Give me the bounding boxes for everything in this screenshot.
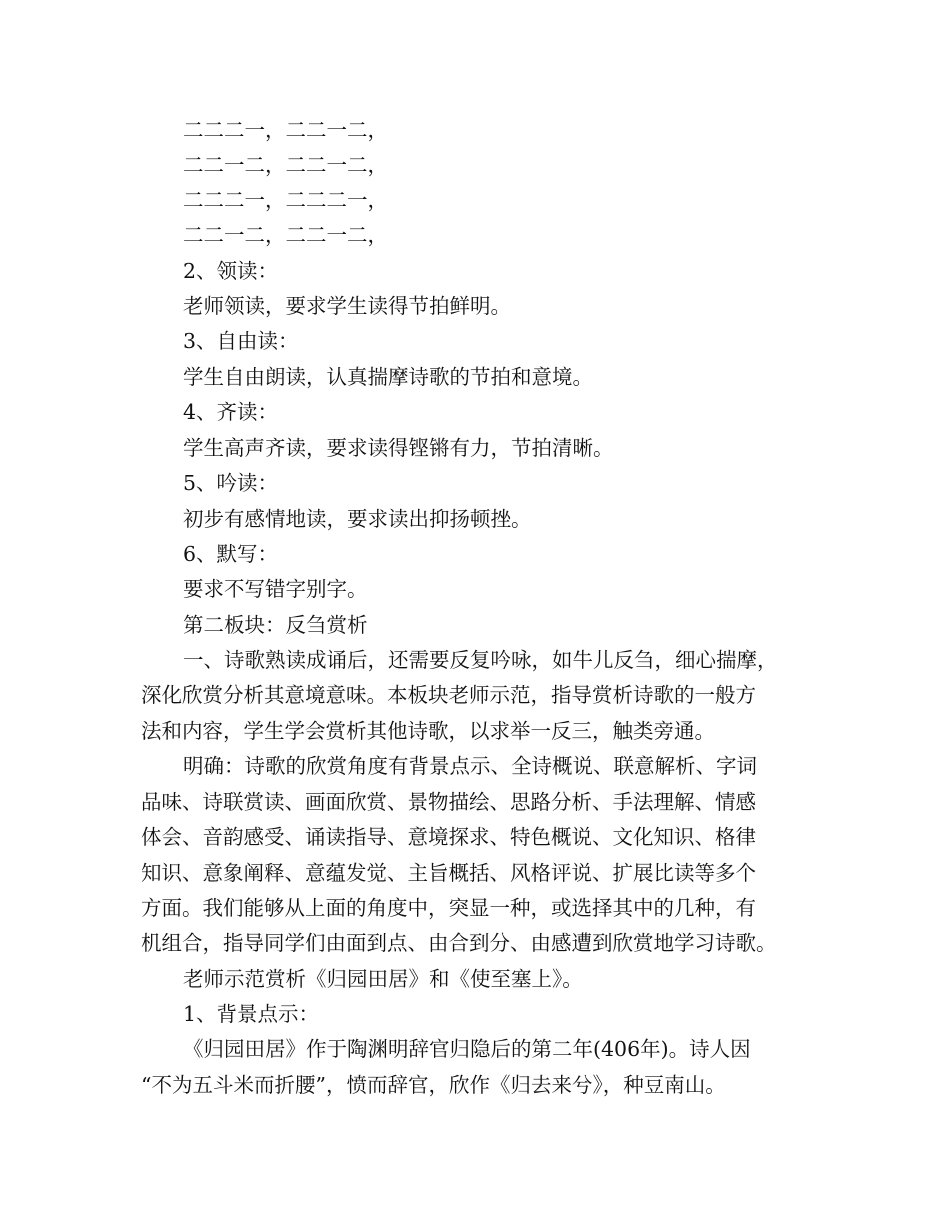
paragraph-line: 体会、音韵感受、诵读指导、意境探求、特色概说、文化知识、格律 xyxy=(141,825,756,849)
paragraph-line: 法和内容，学生学会赏析其他诗歌，以求举一反三，触类旁通。 xyxy=(141,719,715,743)
step-text-dictation: 要求不写错字别字。 xyxy=(183,577,368,601)
paragraph-line: 老师示范赏析《归园田居》和《使至塞上》。 xyxy=(183,967,583,991)
subheading-background: 1、背景点示： xyxy=(183,1002,320,1026)
step-text-lead-reading: 老师领读，要求学生读得节拍鲜明。 xyxy=(183,294,511,318)
step-heading-group-reading: 4、齐读： xyxy=(183,400,279,424)
rhythm-line-4: 二二一二，二二一二， xyxy=(183,223,388,247)
paragraph-line: 方面。我们能够从上面的角度中，突显一种，或选择其中的几种，有 xyxy=(141,896,756,920)
rhythm-line-2: 二二一二，二二一二， xyxy=(183,153,388,177)
step-text-group-reading: 学生高声齐读，要求读得铿锵有力，节拍清晰。 xyxy=(183,436,614,460)
step-heading-chant-reading: 5、吟读： xyxy=(183,471,279,495)
rhythm-line-3: 二二二一，二二二一， xyxy=(183,188,388,212)
step-heading-lead-reading: 2、领读： xyxy=(183,259,279,283)
step-text-free-reading: 学生自由朗读，认真揣摩诗歌的节拍和意境。 xyxy=(183,365,593,389)
step-heading-free-reading: 3、自由读： xyxy=(183,329,299,353)
paragraph-line: 明确：诗歌的欣赏角度有背景点示、全诗概说、联意解析、字词 xyxy=(183,754,757,778)
section-heading: 第二板块：反刍赏析 xyxy=(183,613,368,637)
paragraph-line: 知识、意象阐释、意蕴发觉、主旨概括、风格评说、扩展比读等多个 xyxy=(141,861,756,885)
step-heading-dictation: 6、默写： xyxy=(183,542,279,566)
paragraph-line: 机组合，指导同学们由面到点、由合到分、由感遭到欣赏地学习诗歌。 xyxy=(141,931,777,955)
paragraph-line: 《归园田居》作于陶渊明辞官归隐后的第二年(406年)。诗人因 xyxy=(183,1037,751,1061)
step-text-chant-reading: 初步有感情地读，要求读出抑扬顿挫。 xyxy=(183,507,532,531)
paragraph-line: 一、诗歌熟读成诵后，还需要反复吟咏，如牛儿反刍，细心揣摩， xyxy=(183,648,778,672)
paragraph-line: “不为五斗米而折腰”，愤而辞官，欣作《归去来兮》，种豆南山。 xyxy=(141,1073,726,1097)
rhythm-line-1: 二二二一，二二一二， xyxy=(183,118,388,142)
paragraph-line: 深化欣赏分析其意境意味。本板块老师示范，指导赏析诗歌的一般方 xyxy=(141,683,756,707)
paragraph-line: 品味、诗联赏读、画面欣赏、景物描绘、思路分析、手法理解、情感 xyxy=(141,790,756,814)
